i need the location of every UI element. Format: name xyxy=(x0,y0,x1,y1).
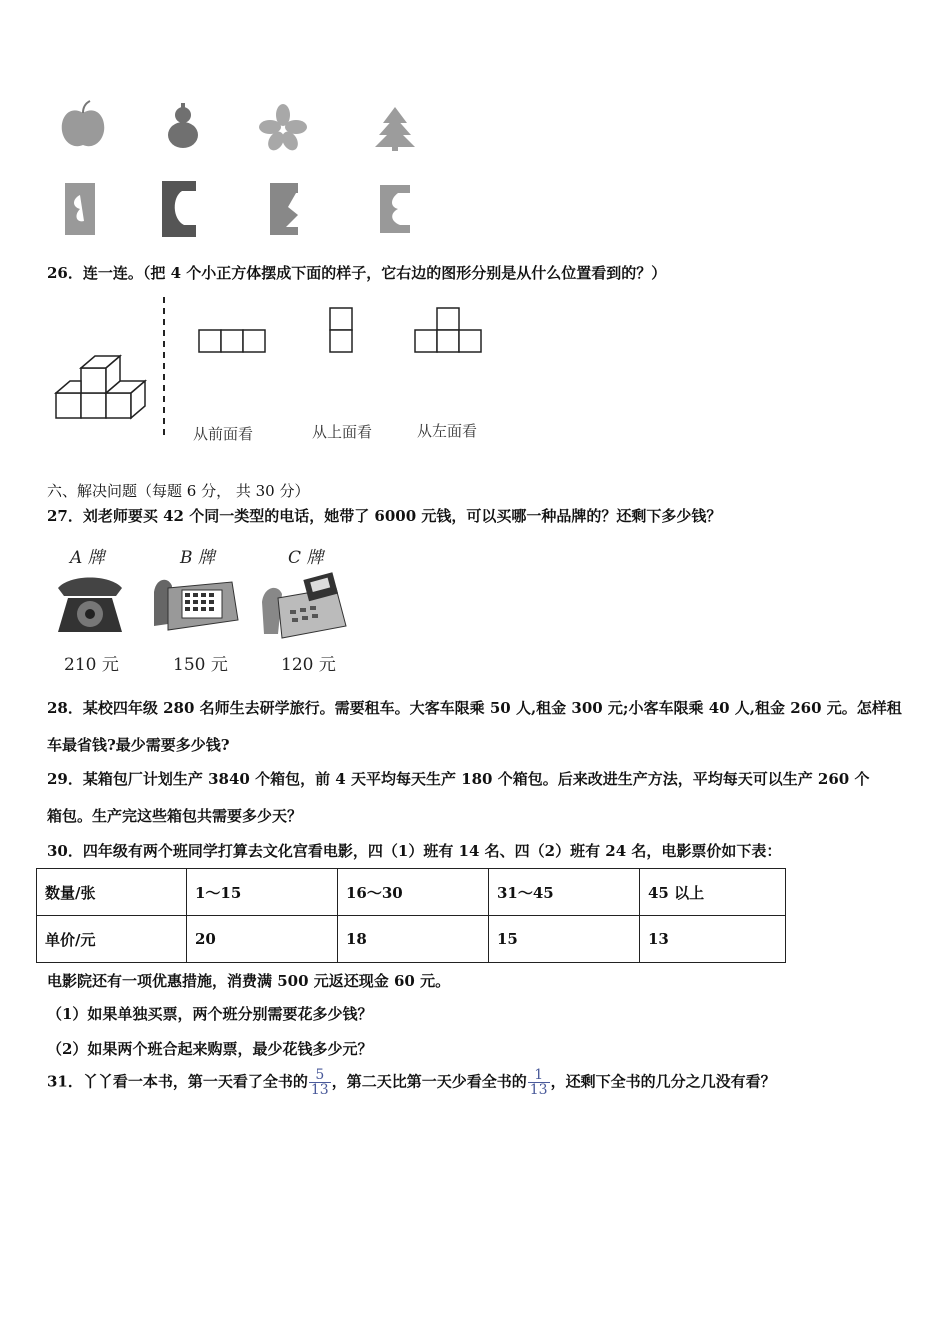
ticket-price-table xyxy=(36,868,786,963)
table-cell: 18 xyxy=(338,916,489,963)
brand-b-price: 150 元 xyxy=(173,655,228,675)
cutout-c-icon xyxy=(270,183,298,235)
fraction-denominator: 13 xyxy=(529,1082,548,1098)
q30-sub1: （1）如果单独买票，两个班分别需要花多少钱？ xyxy=(47,1005,373,1023)
table-cell: 45 以上 xyxy=(640,869,786,916)
fraction-1-13 xyxy=(528,1068,550,1097)
table-row xyxy=(37,916,786,963)
fraction-numerator: 1 xyxy=(534,1067,544,1083)
table-cell: 数量/张 xyxy=(37,869,187,916)
view-label-top: 从上面看 xyxy=(312,423,373,441)
top-shapes-figure xyxy=(50,95,430,240)
cutout-b-icon xyxy=(162,181,196,237)
gourd-shape-icon xyxy=(168,103,198,148)
table-cell: 1～15 xyxy=(187,869,338,916)
table-cell: 20 xyxy=(187,916,338,963)
view-label-left: 从左面看 xyxy=(417,422,478,440)
table-row xyxy=(37,869,786,916)
q30-sub2: （2）如果两个班合起来购票，最少花钱多少元？ xyxy=(47,1040,373,1058)
fraction-denominator: 13 xyxy=(310,1082,329,1098)
brand-b-label: B 牌 xyxy=(180,548,215,568)
table-cell: 15 xyxy=(489,916,640,963)
brand-c-price: 120 元 xyxy=(281,655,336,675)
cutout-d-icon xyxy=(380,185,410,233)
cutout-a-icon xyxy=(65,183,95,235)
keypad-phone-icon xyxy=(154,580,238,630)
tree-shape-icon xyxy=(375,107,415,151)
table-cell: 13 xyxy=(640,916,786,963)
brand-c-label: C 牌 xyxy=(288,548,324,568)
q31-part1: 31．丫丫看一本书，第一天看了全书的 xyxy=(47,1072,308,1091)
modern-phone-icon xyxy=(262,572,346,638)
q31-part2: ，第二天比第一天少看全书的 xyxy=(331,1072,527,1091)
apple-shape-icon xyxy=(62,101,105,146)
q28-line2: 车最省钱?最少需要多少钱? xyxy=(47,736,230,754)
q28-line1: 28．某校四年级 280 名师生去研学旅行。需要租车。大客车限乘 50 人,租金 300 元;小客车限乘 40 人,租金 260 元。怎样租 xyxy=(47,699,902,717)
phones-figure xyxy=(50,568,350,648)
q29-line2: 箱包。生产完这些箱包共需要多少天？ xyxy=(47,807,303,825)
q30-text: 30．四年级有两个班同学打算去文化宫看电影，四（1）班有 14 名、四（2）班有 24 名，电影票价如下表： xyxy=(47,842,782,860)
q27-text: 27．刘老师要买 42 个同一类型的电话，她带了 6000 元钱，可以买哪一种品牌的？还剩下多少钱？ xyxy=(47,507,722,525)
rotary-phone-icon xyxy=(58,578,122,633)
q31-part3: ，还剩下全书的几分之几没有看？ xyxy=(550,1072,776,1091)
section-title: 六、解决问题（每题 6 分， 共 30 分） xyxy=(47,482,310,500)
q26-text: 26．连一连。（把 4 个小正方体摆成下面的样子，它右边的图形分别是从什么位置看到的？） xyxy=(47,264,667,282)
q29-line1: 29．某箱包厂计划生产 3840 个箱包，前 4 天平均每天生产 180 个箱包。后来改进生产方法，平均每天可以生产 260 个 xyxy=(47,770,870,788)
flower-shape-icon xyxy=(259,104,307,153)
q31-text xyxy=(47,1068,776,1097)
brand-a-label: A 牌 xyxy=(70,548,105,568)
view-label-front: 从前面看 xyxy=(193,425,254,443)
fraction-5-13 xyxy=(309,1068,331,1097)
brand-a-price: 210 元 xyxy=(64,655,119,675)
table-cell: 31～45 xyxy=(489,869,640,916)
q30-note: 电影院还有一项优惠措施，消费满 500 元返还现金 60 元。 xyxy=(47,972,451,990)
table-cell: 单价/元 xyxy=(37,916,187,963)
fraction-numerator: 5 xyxy=(315,1067,325,1083)
table-cell: 16～30 xyxy=(338,869,489,916)
